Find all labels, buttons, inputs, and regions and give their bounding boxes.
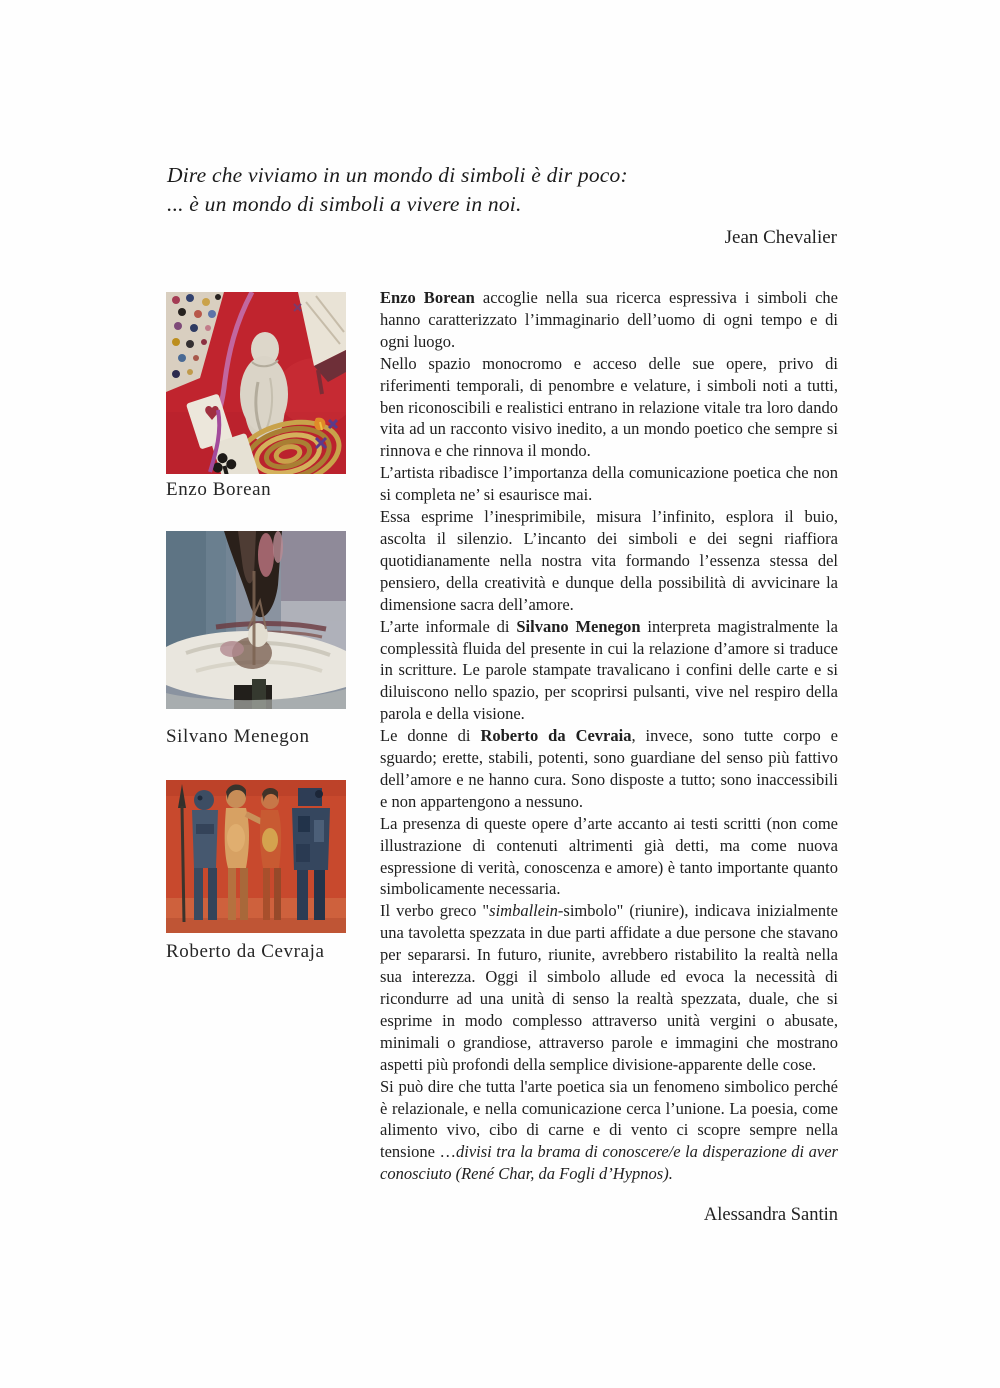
painting-silvano-menegon: [166, 531, 346, 709]
signature: Alessandra Santin: [703, 1205, 838, 1226]
artwork-figure-silvano-menegon: [166, 531, 346, 748]
body-paragraph-7: La presenza di queste opere d’arte accanto ai testi scritti (non come illustrazione di contenuti altrimenti già detti, ma come nuova espressione di verità, conoscenza e amore) è tanto importante quanto simbolicamente necessaria.: [380, 813, 838, 899]
artwork-figure-roberto-da-cevraja: [166, 780, 346, 963]
main-text-column: [380, 287, 838, 1227]
body-paragraph-6: Le donne di Roberto da Cevraia, invece, sono tutte corpo e sguardo; erette, stabili, potenti, sono guardiane del senso più fattivo dell’amore e ne hanno cura. Sono disposte a tutto; sono inaccessibili e non appartengono a nessuno.: [380, 726, 838, 811]
body-paragraph-5: L’arte informale di Silvano Menegon interpreta magistralmente la complessità fluida del presente in cui la relazione d’amore si traduce in scritture. Le parole stampate travalicano i confini delle carte e si diluiscono nello spazio, per scoprirsi pulsanti, vive nel respiro della parola e della visione.: [380, 616, 838, 724]
epigraph-quote: [167, 161, 787, 218]
artwork-caption-enzo-borean: Enzo Borean: [166, 479, 272, 500]
artwork-caption-silvano-menegon: Silvano Menegon: [166, 726, 310, 747]
painting-roberto-da-cevraja: [166, 780, 346, 933]
painting-enzo-borean: [166, 292, 346, 474]
body-paragraph-9: Si può dire che tutta l'arte poetica sia un fenomeno simbolico perché è relazionale, e nella comunicazione cerca l’unione. La poesia, come alimento vivo, cibo di carne e di vento ci scopre sempre nella tensione …divisi tra la brama di conoscere/e la disperazione di aver conosciuto (René Char, da Fogli d’Hypnos).: [380, 1076, 838, 1184]
body-paragraph-2: Nello spazio monocromo e acceso delle sue opere, privo di riferimenti temporali, di penombre e velature, i simboli noti a tutti, ben riconoscibili e realistici entrano in relazione vitale tra loro dando vita ad un racconto visivo inedito, a un mondo poetico che sempre si rinnova e che rinnova il mondo.: [380, 353, 838, 461]
body-paragraph-8: Il verbo greco "simballein-simbolo" (riunire), indicava inizialmente una tavoletta spezzata in due parti affidate a due persone che stavano per separarsi. In futuro, riunite, avrebbero ristabilito la realtà nella sua interezza. Oggi il simbolo allude ed evoca la necessità di ricondurre ad una unità di senso la realtà spezzata, duale, che si esprime in modo complesso attraverso unità vergini o abusate, minimali o grandiose, attraverso parole e immagini che mostrano aspetti più profondi della semplice divisione-apparente delle cose.: [380, 901, 838, 1074]
quote-line-2: ... è un mondo di simboli a vivere in noi.: [167, 191, 522, 216]
artwork-caption-roberto-da-cevraja: Roberto da Cevraja: [166, 941, 325, 962]
artwork-figure-enzo-borean: [166, 292, 346, 501]
quote-line-1: Dire che viviamo in un mondo di simboli è dir poco:: [167, 163, 628, 187]
body-paragraph-3: L’artista ribadisce l’importanza della comunicazione poetica che non si completa ne’ si esaurisce mai.: [380, 463, 838, 505]
body-paragraph-4: Essa esprime l’inesprimibile, misura l’infinito, esplora il buio, ascolta il silenzio. L’incanto dei simboli e dei segni riaffiora quotidianamente nella nostra vita formando l’essenza stessa del pensiero, della creatività e dunque della possibilità di avvicinare la dimensione sacra dell’amore.: [380, 507, 838, 614]
body-paragraph-1: Enzo Borean accoglie nella sua ricerca espressiva i simboli che hanno caratterizzato l’immaginario dell’uomo di ogni tempo e di ogni luogo.: [380, 288, 838, 351]
quote-attribution: Jean Chevalier: [724, 227, 837, 248]
